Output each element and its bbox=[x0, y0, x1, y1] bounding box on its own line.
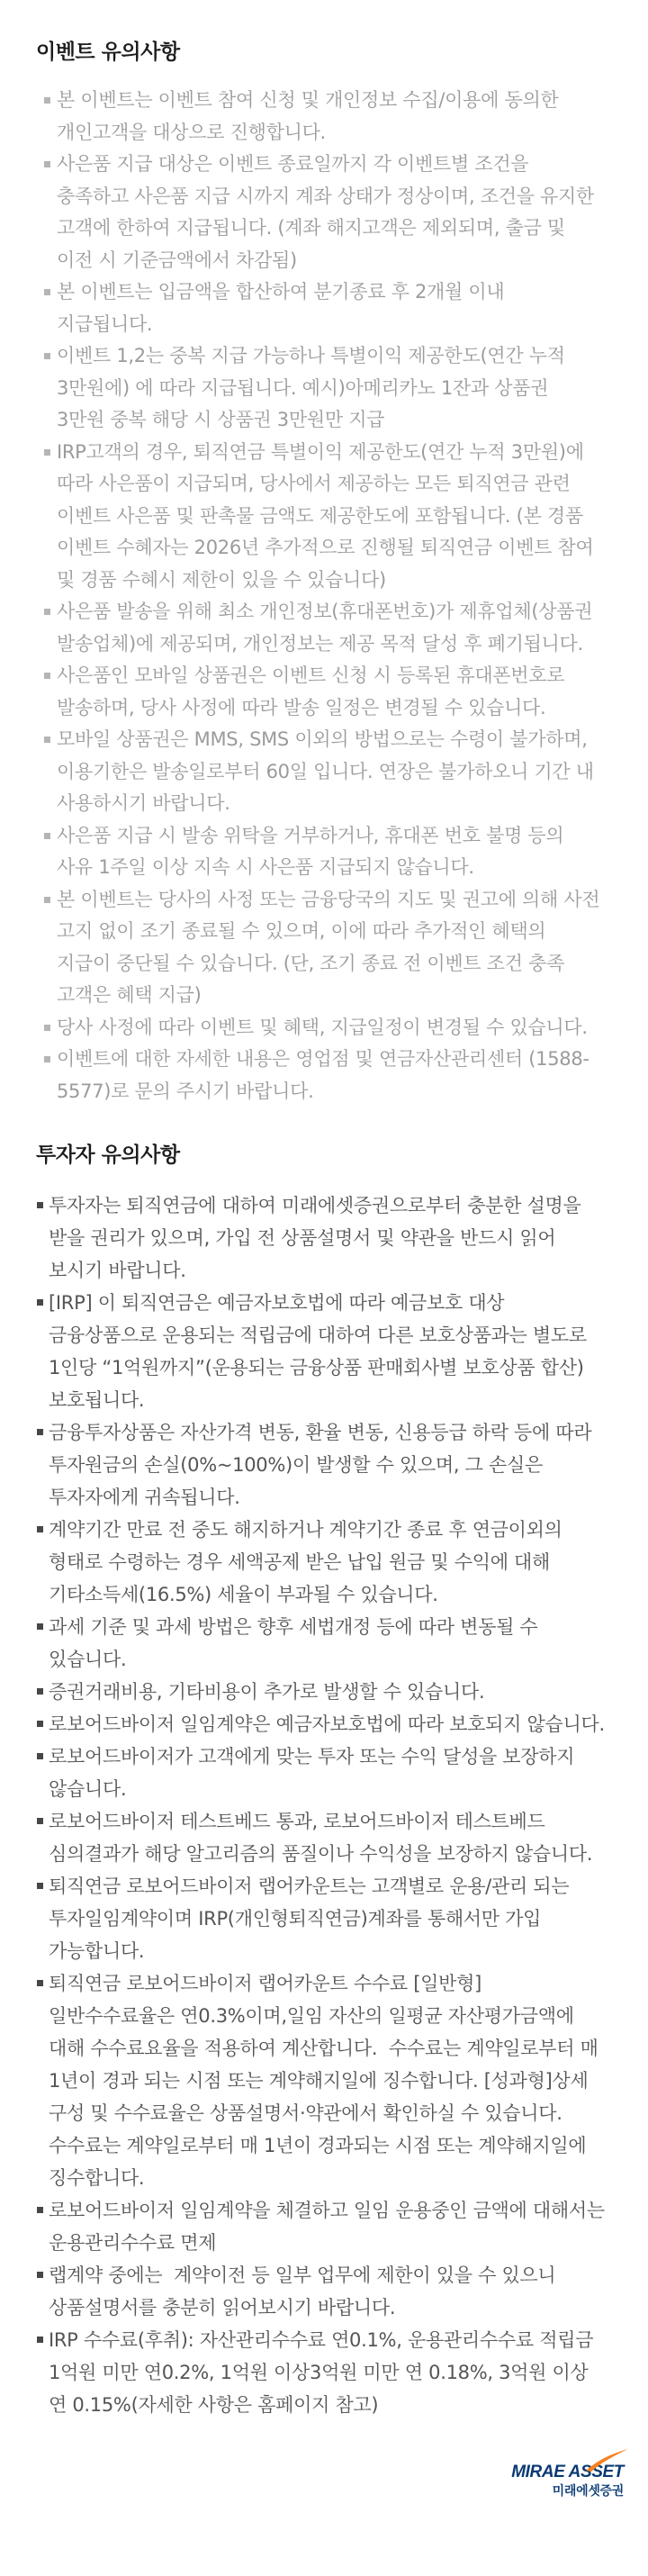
event-notice-list bbox=[0, 85, 648, 1107]
investor-notice-title: 투자자 유의사항 bbox=[36, 1143, 180, 1167]
investor-notice-item: 퇴직연금 로보어드바이저 랩어카운트는 고객별로 운용/관리 되는 투자일임계약이며 IRP(개인형퇴직연금)계좌를 통해서만 가입 가능합니다. bbox=[49, 1870, 607, 1967]
investor-notice-item: 로보어드바이저 일임계약은 예금자보호법에 따라 보호되지 않습니다. bbox=[49, 1708, 607, 1740]
investor-notice-item: IRP 수수료(후취): 자산관리수수료 연0.1%, 운용관리수수료 적립금 1억원 미만 연0.2%, 1억원 이상3억원 미만 연 0.18%, 3억원 이상 연 0.15%(자세한 사항은 홈페이지 참고) bbox=[49, 2324, 607, 2421]
investor-notice-item: 랩계약 중에는 계약이전 등 일부 업무에 제한이 있을 수 있으니 상품설명서를 충분히 읽어보시기 바랍니다. bbox=[49, 2259, 607, 2324]
investor-notice-item: [IRP] 이 퇴직연금은 예금자보호법에 따라 예금보호 대상 금융상품으로 운용되는 적립금에 대하여 다른 보호상품과는 별도로 1인당 “1억원까지”(운용되는 금융상품 판매회사별 보호상품 합산) 보호됩니다. bbox=[49, 1287, 607, 1416]
investor-notice-item: 퇴직연금 로보어드바이저 랩어카운트 수수료 [일반형] 일반수수료율은 연0.3%이며,일임 자산의 일평균 자산평가금액에 대해 수수료요율을 적용하여 계산합니다. 수수료는 계약일로부터 매 1년이 경과 되는 시점 또는 계약해지일에 징수합니다. [성과형]상세 구성 및 수수료율은 상품설명서·약관에서 확인하실 수 있습니다.수수료는 계약일로부터 매 1년이 경과되는 시점 또는 계약해지일에 징수합니다. bbox=[49, 1967, 607, 2194]
investor-notice-item: 로보어드바이저 테스트베드 통과, 로보어드바이저 테스트베드 심의결과가 해당 알고리즘의 품질이나 수익성을 보장하지 않습니다. bbox=[49, 1805, 607, 1870]
event-notice-item: 본 이벤트는 이벤트 참여 신청 및 개인정보 수집/이용에 동의한 개인고객을 대상으로 진행합니다. bbox=[57, 85, 601, 149]
event-notice-title: 이벤트 유의사항 bbox=[36, 41, 180, 64]
investor-notice-item: 증권거래비용, 기타비용이 추가로 발생할 수 있습니다. bbox=[49, 1676, 607, 1708]
event-notice-item: 사은품 지급 시 발송 위탁을 거부하거나, 휴대폰 번호 불명 등의 사유 1주일 이상 지속 시 사은품 지급되지 않습니다. bbox=[57, 820, 601, 884]
investor-notice-item: 로보어드바이저가 고객에게 맞는 투자 또는 수익 달성을 보장하지 않습니다. bbox=[49, 1740, 607, 1805]
event-notice-item: 사은품인 모바일 상품권은 이벤트 신청 시 등록된 휴대폰번호로 발송하며, 당사 사정에 따라 발송 일정은 변경될 수 있습니다. bbox=[57, 660, 601, 724]
event-notice-item: 모바일 상품권은 MMS, SMS 이외의 방법으로는 수령이 불가하며, 이용기한은 발송일로부터 60일 입니다. 연장은 불가하오니 기간 내 사용하시기 바랍니다. bbox=[57, 724, 601, 820]
investor-notice-item: 과세 기준 및 과세 방법은 향후 세법개정 등에 따라 변동될 수 있습니다. bbox=[49, 1611, 607, 1676]
brand-name-korean: 미래에셋증권 bbox=[552, 2484, 624, 2499]
event-notice-item: 당사 사정에 따라 이벤트 및 혜택, 지급일정이 변경될 수 있습니다. bbox=[57, 1012, 601, 1044]
investor-notice-item: 금융투자상품은 자산가격 변동, 환율 변동, 신용등급 하락 등에 따라 투자원금의 손실(0%~100%)이 발생할 수 있으며, 그 손실은 투자자에게 귀속됩니다. bbox=[49, 1416, 607, 1514]
event-notice-item: 사은품 지급 대상은 이벤트 종료일까지 각 이벤트별 조건을 충족하고 사은품 지급 시까지 계좌 상태가 정상이며, 조건을 유지한 고객에 한하여 지급됩니다. (계좌 해지고객은 제외되며, 출금 및 이전 시 기준금액에서 차감됨) bbox=[57, 149, 601, 276]
event-notice-item: 이벤트 1,2는 중복 지급 가능하나 특별이익 제공한도(연간 누적 3만원에) 에 따라 지급됩니다. 예시)아메리카노 1잔과 상품권 3만원 중복 해당 시 상품권 3만원만 지급 bbox=[57, 340, 601, 437]
swoosh-icon bbox=[584, 2448, 629, 2472]
event-notice-item: 사은품 발송을 위해 최소 개인정보(휴대폰번호)가 제휴업체(상품권 발송업체)에 제공되며, 개인정보는 제공 목적 달성 후 폐기됩니다. bbox=[57, 596, 601, 660]
event-notice-item: 이벤트에 대한 자세한 내용은 영업점 및 연금자산관리센터 (1588-5577)로 문의 주시기 바랍니다. bbox=[57, 1044, 601, 1107]
event-notice-item: 본 이벤트는 입금액을 합산하여 분기종료 후 2개월 이내 지급됩니다. bbox=[57, 276, 601, 340]
event-notice-section bbox=[0, 34, 648, 1107]
investor-notice-item: 로보어드바이저 일임계약을 체결하고 일임 운용중인 금액에 대해서는 운용관리수수료 면제 bbox=[49, 2194, 607, 2259]
investor-notice-section bbox=[0, 1137, 648, 2421]
investor-notice-item: 계약기간 만료 전 중도 해지하거나 계약기간 종료 후 연금이외의 형태로 수령하는 경우 세액공제 받은 납입 원금 및 수익에 대해 기타소득세(16.5%) 세율이 부과될 수 있습니다. bbox=[49, 1514, 607, 1611]
brand-wordmark: MIRAE ASSET bbox=[511, 2463, 624, 2481]
mirae-asset-logo bbox=[489, 2448, 624, 2500]
investor-notice-list bbox=[0, 1189, 648, 2421]
event-notice-item: 본 이벤트는 당사의 사정 또는 금융당국의 지도 및 권고에 의해 사전 고지 없이 조기 종료될 수 있으며, 이에 따라 추가적인 혜택의 지급이 중단될 수 있습니다. (단, 조기 종료 전 이벤트 조건 충족 고객은 혜택 지급) bbox=[57, 884, 601, 1012]
event-notice-item: IRP고객의 경우, 퇴직연금 특별이익 제공한도(연간 누적 3만원)에 따라 사은품이 지급되며, 당사에서 제공하는 모든 퇴직연금 관련 이벤트 사은품 및 판촉물 금액도 제공한도에 포함됩니다. (본 경품 이벤트 수혜자는 2026년 추가적으로 진행될 퇴직연금 이벤트 참여 및 경품 수혜시 제한이 있을 수 있습니다) bbox=[57, 437, 601, 597]
investor-notice-item: 투자자는 퇴직연금에 대하여 미래에셋증권으로부터 충분한 설명을 받을 권리가 있으며, 가입 전 상품설명서 및 약관을 반드시 읽어 보시기 바랍니다. bbox=[49, 1189, 607, 1287]
